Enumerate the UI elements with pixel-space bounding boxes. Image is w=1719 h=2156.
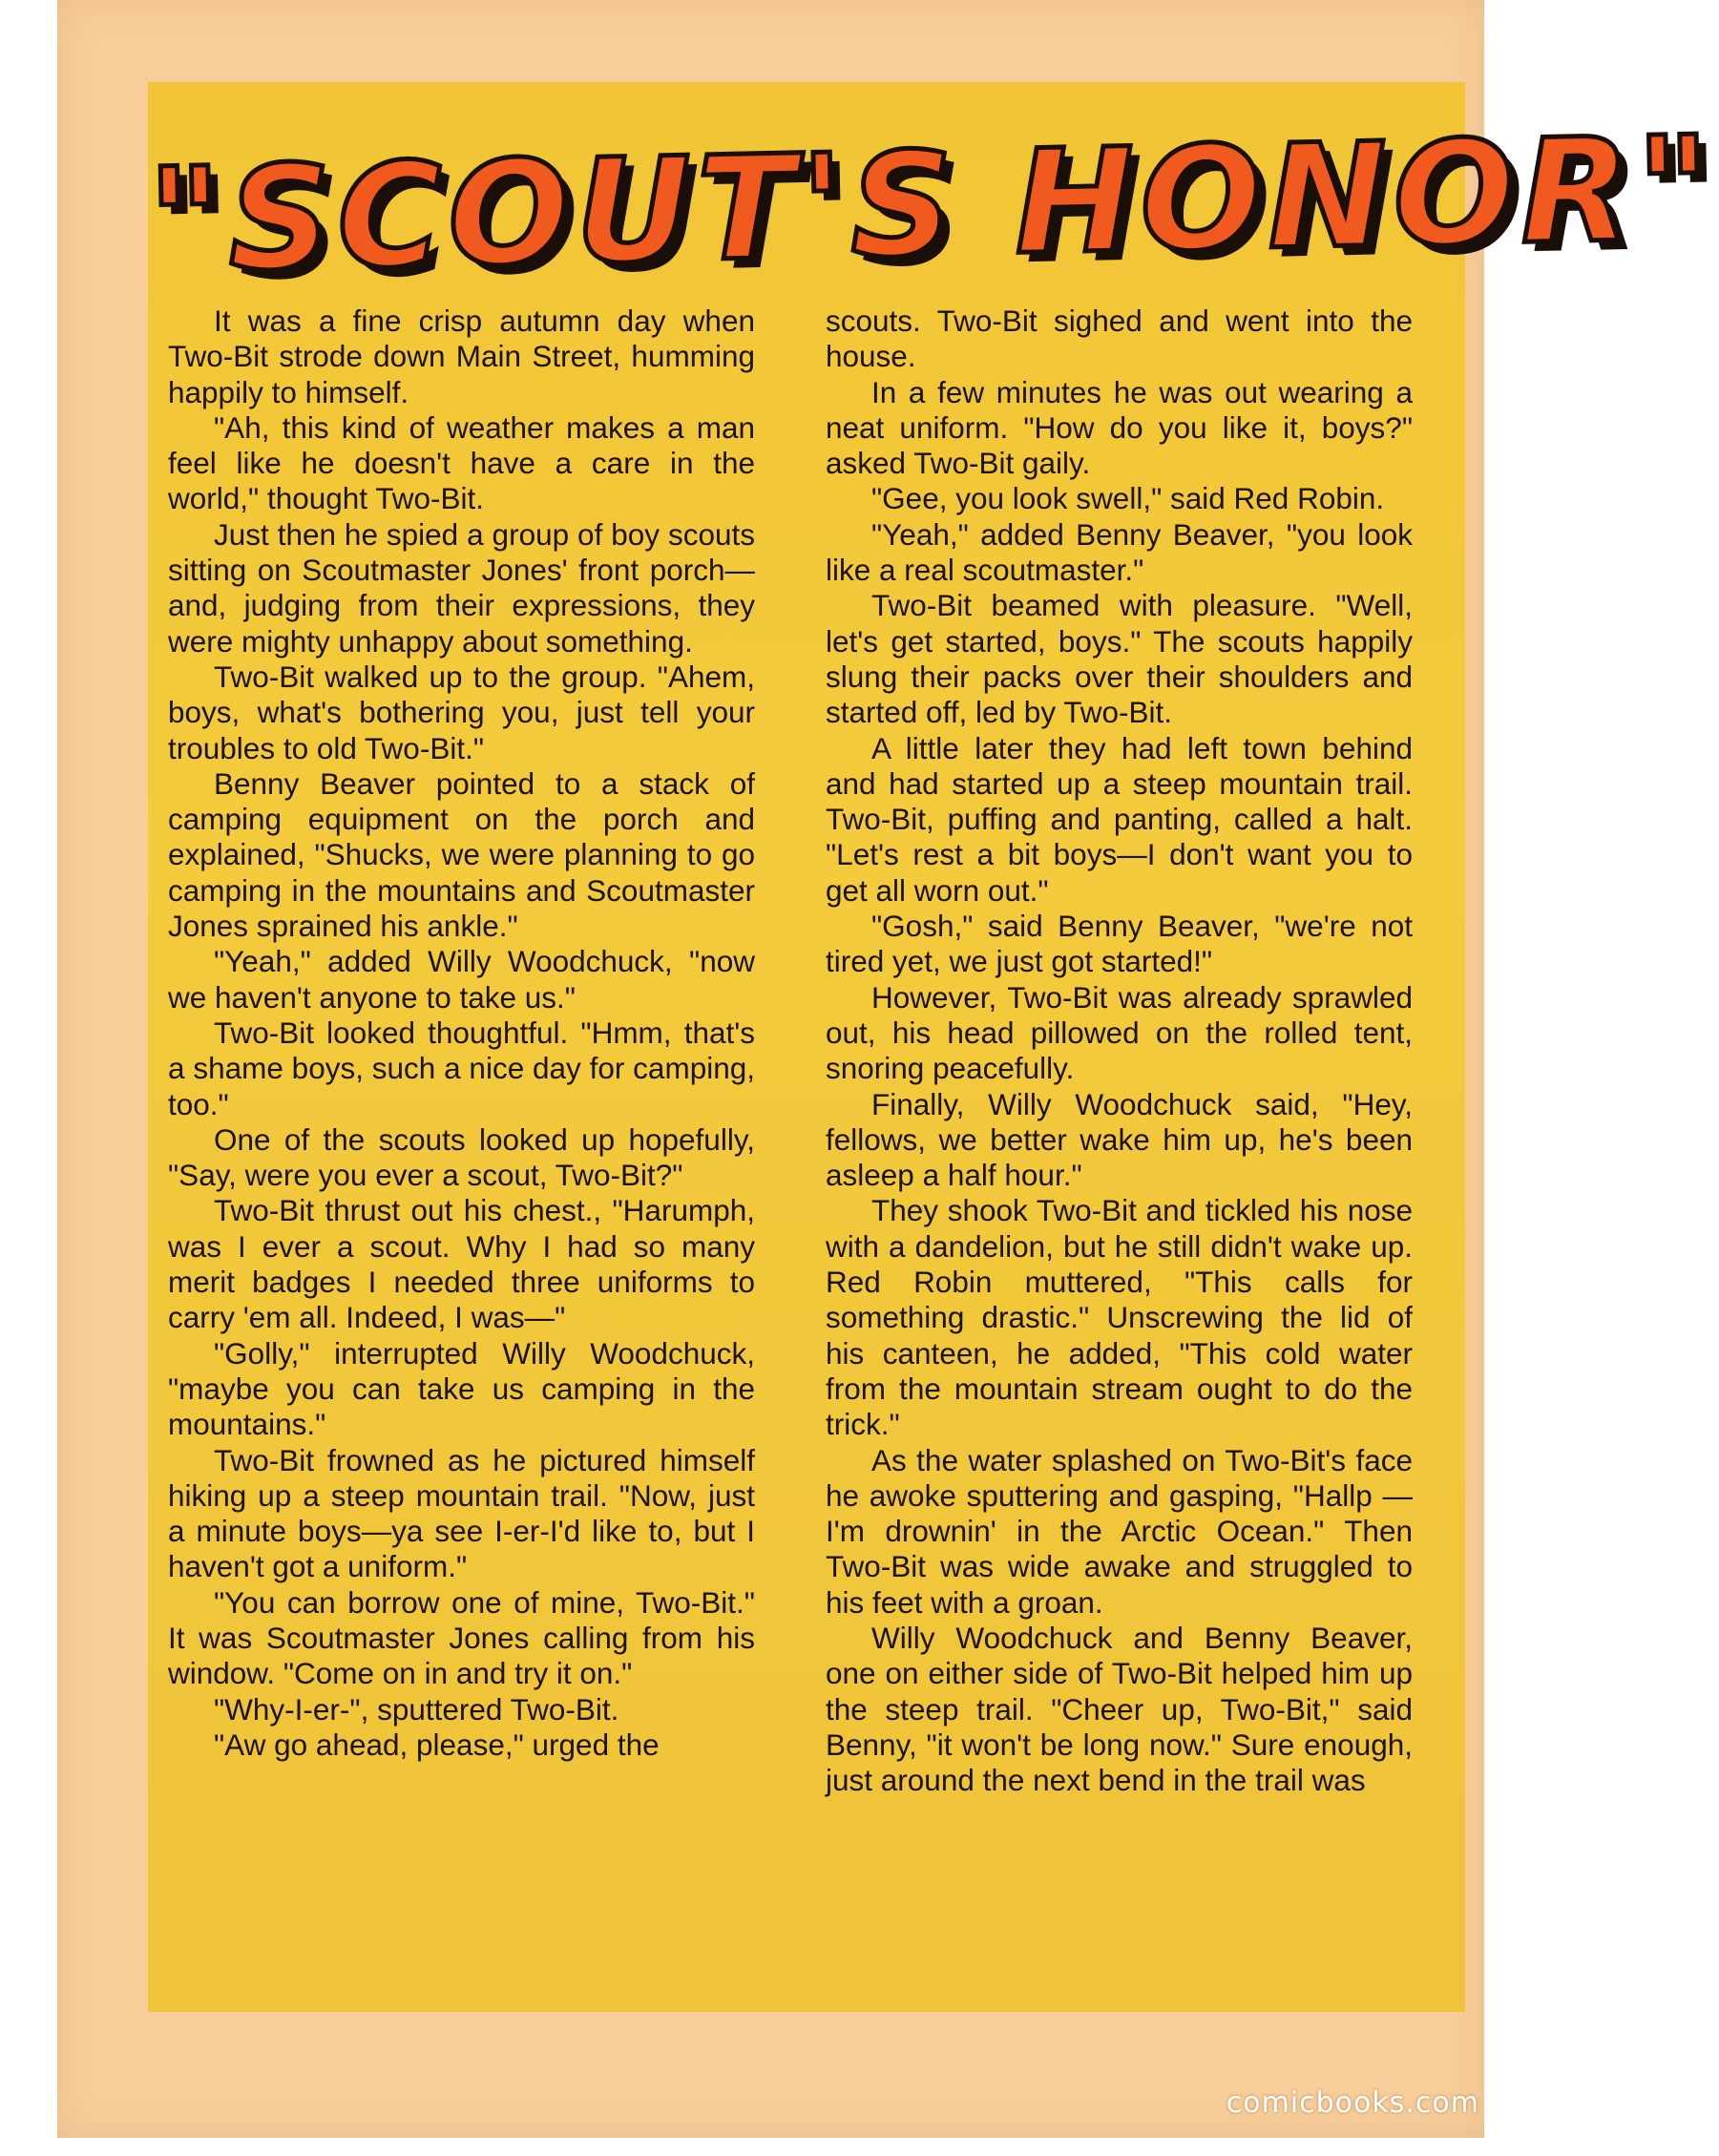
story-paragraph: Willy Woodchuck and Benny Beaver, one on either side of Two-Bit helped him up the steep trail. "Cheer up, Two-Bit," said Benny, "it won't be long now." Sure enough, just around the next bend in the trail was	[826, 1620, 1413, 1798]
story-paragraph: Benny Beaver pointed to a stack of camping equipment on the porch and explained, "Shucks, we were planning to go camping in the mountains and Scoutmaster Jones sprained his ankle."	[168, 765, 755, 944]
right-column	[826, 304, 1413, 1798]
story-paragraph: A little later they had left town behind and had started up a steep mountain trail. Two-Bit, puffing and panting, called a halt. "Let's rest a bit boys—I don't want you to get all worn out."	[826, 730, 1413, 908]
story-paragraph: "Gee, you look swell," said Red Robin.	[871, 481, 1385, 516]
story-paragraph: One of the scouts looked up hopefully, "Say, were you ever a scout, Two-Bit?"	[168, 1121, 755, 1193]
story-paragraph: "Why-I-er-", sputtered Two-Bit.	[214, 1691, 619, 1727]
story-paragraph: "Golly," interrupted Willy Woodchuck, "maybe you can take us camping in the mountains."	[168, 1335, 755, 1442]
story-paragraph: Two-Bit thrust out his chest., "Harumph, was I ever a scout. Why I had so many merit badges I needed three uniforms to carry 'em all. Indeed, I was—"	[168, 1193, 755, 1335]
story-paragraph: "Ah, this kind of weather makes a man feel like he doesn't have a care in the world," thought Two-Bit.	[168, 409, 755, 516]
story-paragraph: "Gosh," said Benny Beaver, "we're not tired yet, we just got started!"	[826, 909, 1413, 979]
story-paragraph: Finally, Willy Woodchuck said, "Hey, fellows, we better wake him up, he's been asleep a half hour."	[826, 1086, 1413, 1193]
story-paragraph: As the water splashed on Two-Bit's face he awoke sputtering and gasping, "Hallp — I'm drownin' in the Arctic Ocean." Then Two-Bit was wide awake and struggled to his feet with a groan.	[826, 1442, 1413, 1620]
story-paragraph: Two-Bit walked up to the group. "Ahem, boys, what's bothering you, just tell your troubles to old Two-Bit."	[168, 659, 755, 765]
story-paragraph: However, Two-Bit was already sprawled out, his head pillowed on the rolled tent, snoring peacefully.	[826, 979, 1413, 1086]
story-paragraph: "You can borrow one of mine, Two-Bit." It was Scoutmaster Jones calling from his window. "Come on in and try it on."	[168, 1584, 755, 1691]
comic-page	[57, 0, 1719, 2138]
story-title: "SCOUT'S HONOR"	[146, 106, 1719, 305]
story-paragraph: It was a fine crisp autumn day when Two-Bit strode down Main Street, humming happily to himself.	[168, 304, 755, 409]
story-paragraph: Two-Bit frowned as he pictured himself hiking up a steep mountain trail. "Now, just a minute boys—ya see I-er-I'd like to, but I haven't got a uniform."	[168, 1442, 755, 1584]
site-watermark: comicbooks.com	[1226, 2086, 1479, 2120]
story-paragraph: Two-Bit looked thoughtful. "Hmm, that's a shame boys, such a nice day for camping, too."	[168, 1015, 755, 1121]
story-paragraph: Just then he spied a group of boy scouts sitting on Scoutmaster Jones' front porch—and, judging from their expressions, they were mighty unhappy about something.	[168, 516, 755, 659]
story-paragraph: In a few minutes he was out wearing a neat uniform. "How do you like it, boys?" asked Two-Bit gaily.	[826, 374, 1413, 481]
story-paragraph: "Yeah," added Willy Woodchuck, "now we haven't anyone to take us."	[168, 944, 755, 1015]
story-paragraph: Two-Bit beamed with pleasure. "Well, let's get started, boys." The scouts happily slung their packs over their shoulders and started off, led by Two-Bit.	[826, 588, 1413, 730]
left-column	[168, 304, 755, 1763]
story-paragraph: "Aw go ahead, please," urged the	[214, 1727, 660, 1762]
text-panel	[146, 82, 1719, 2012]
story-paragraph: They shook Two-Bit and tickled his nose with a dandelion, but he still didn't wake up. Red Robin muttered, "This calls for something drastic." Unscrewing the lid of his canteen, he added, "This cold water from the mountain stream ought to do the trick."	[826, 1193, 1413, 1442]
story-paragraph: scouts. Two-Bit sighed and went into the house.	[826, 304, 1413, 374]
story-paragraph: "Yeah," added Benny Beaver, "you look like a real scoutmaster."	[826, 516, 1413, 588]
